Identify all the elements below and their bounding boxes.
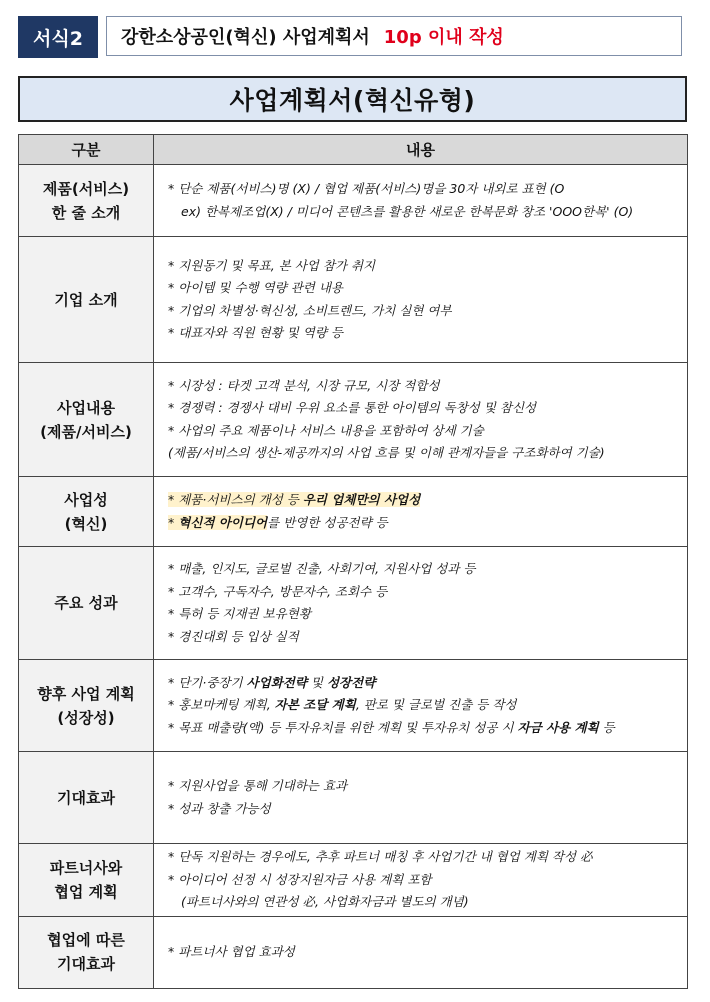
row-content: * 지원사업을 통해 기대하는 효과 * 성과 창출 가능성 bbox=[154, 752, 688, 844]
row-label: 파트너사와 협업 계획 bbox=[19, 844, 154, 917]
emphasis-text: 자금 사용 계획 bbox=[517, 719, 599, 735]
row-label: 향후 사업 계획 (성장성) bbox=[19, 660, 154, 752]
table-row bbox=[19, 165, 688, 237]
table-header-row bbox=[19, 135, 688, 165]
table-row bbox=[19, 477, 688, 547]
table-row bbox=[19, 752, 688, 844]
row-label: 기대효과 bbox=[19, 752, 154, 844]
row-label: 사업성 (혁신) bbox=[19, 477, 154, 547]
column-header-category: 구분 bbox=[19, 135, 154, 165]
row-content: * 시장성 : 타겟 고객 분석, 시장 규모, 시장 적합성 * 경쟁력 : 경쟁사 대비 우위 요소를 통한 아이템의 독창성 및 참신성 * 사업의 주요 제품이나 서비스 내용을 포함하여 상세 기술 (제품/서비스의 생산-제공까지의 사업 흐름 및 이해 관계자들을 구조화하여 기술) bbox=[154, 363, 688, 477]
table-row bbox=[19, 363, 688, 477]
table-row bbox=[19, 547, 688, 660]
document-title: 사업계획서(혁신유형) bbox=[18, 76, 687, 122]
emphasis-text: 우리 업체만의 사업성 bbox=[302, 492, 421, 507]
business-plan-table bbox=[18, 134, 688, 989]
form-title-box bbox=[106, 16, 682, 56]
emphasis-text: 자본 조달 계획 bbox=[274, 697, 356, 713]
page-limit-note: 10p 이내 작성 bbox=[383, 27, 504, 48]
row-label: 기업 소개 bbox=[19, 237, 154, 363]
emphasis-text: 혁신적 아이디어 bbox=[178, 514, 268, 530]
row-label: 주요 성과 bbox=[19, 547, 154, 660]
row-label: 사업내용 (제품/서비스) bbox=[19, 363, 154, 477]
row-label: 협업에 따른 기대효과 bbox=[19, 916, 154, 988]
emphasis-text: 사업화전략 bbox=[246, 674, 307, 690]
table-row bbox=[19, 844, 688, 917]
row-content: * 매출, 인지도, 글로벌 진출, 사회기여, 지원사업 성과 등 * 고객수, 구독자수, 방문자수, 조회수 등 * 특허 등 지재권 보유현황 * 경진대회 등 입상 실적 bbox=[154, 547, 688, 660]
row-content: * 지원동기 및 목표, 본 사업 참가 취지 * 아이템 및 수행 역량 관련 내용 * 기업의 차별성·혁신성, 소비트렌드, 가치 실현 여부 * 대표자와 직원 현황 및 역량 등 bbox=[154, 237, 688, 363]
table-row bbox=[19, 660, 688, 752]
row-content: * 단독 지원하는 경우에도, 추후 파트너 매칭 후 사업기간 내 협업 계획 작성 必 * 아이디어 선정 시 성장지원자금 사용 계획 포함 (파트너사와의 연관성 必, 사업화자금과 별도의 개념) bbox=[154, 844, 688, 917]
row-content: * 단순 제품(서비스)명 (X) / 협업 제품(서비스)명을 30자 내외로 표현 (O ex) 한복제조업(X) / 미디어 콘텐츠를 활용한 새로운 한복문화 창조 'OOO한복' (O) bbox=[154, 165, 688, 237]
column-header-content: 내용 bbox=[154, 135, 688, 165]
row-content: * 파트너사 협업 효과성 bbox=[154, 916, 688, 988]
form-number-badge: 서식2 bbox=[18, 16, 98, 58]
emphasis-text: 성장전략 bbox=[326, 674, 376, 690]
row-content: * 제품·서비스의 개성 등 우리 업체만의 사업성 * 혁신적 아이디어를 반영한 성공전략 등 bbox=[154, 477, 688, 547]
form-header bbox=[18, 16, 684, 58]
row-content: * 단기·중장기 사업화전략 및 성장전략 * 홍보마케팅 계획, 자본 조달 계획, 판로 및 글로벌 진출 등 작성 * 목표 매출량(액) 등 투자유치를 위한 계획 및 투자유치 성공 시 자금 사용 계획 등 bbox=[154, 660, 688, 752]
row-label: 제품(서비스) 한 줄 소개 bbox=[19, 165, 154, 237]
table-row bbox=[19, 237, 688, 363]
table-row bbox=[19, 916, 688, 988]
form-title: 강한소상공인(혁신) 사업계획서 bbox=[121, 27, 370, 48]
